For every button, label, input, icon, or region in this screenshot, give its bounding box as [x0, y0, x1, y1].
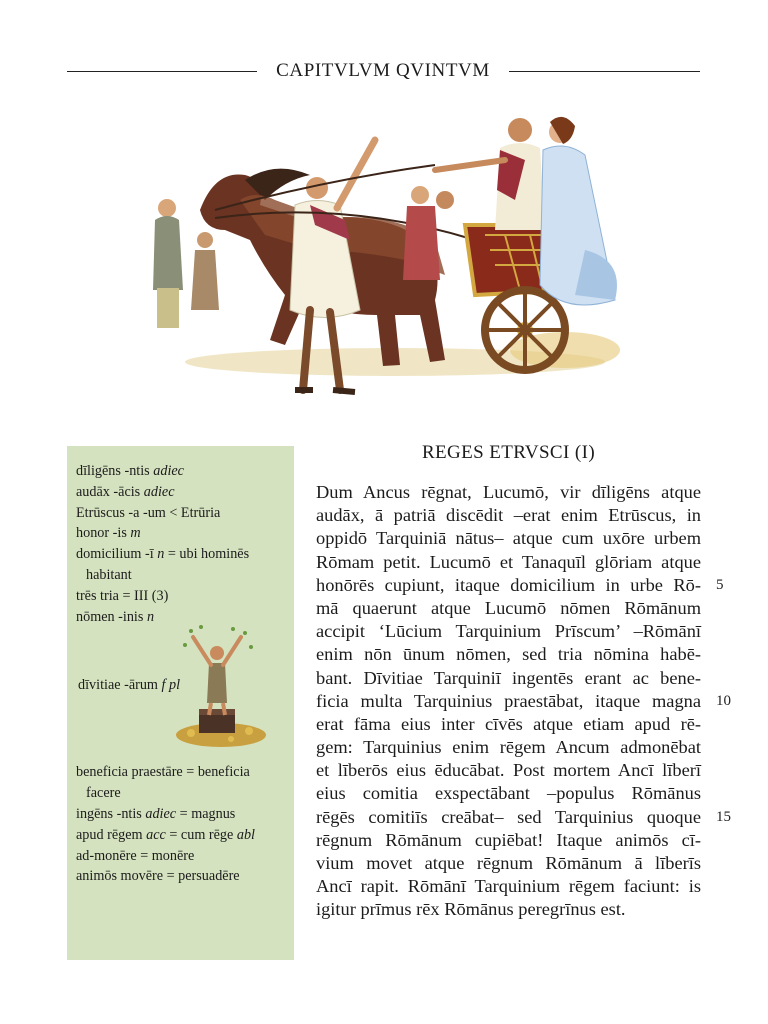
chapter-title: CAPITVLVM QVINTVM	[276, 60, 490, 81]
vocab-entry: ingēns -ntis adiec = magnus	[76, 805, 236, 822]
vocab-entry: dīvitiae -ārum f pl	[78, 677, 181, 694]
text-line: ficia multa Tarquinius praestābat, itaque magna	[316, 690, 701, 711]
chariot-illustration	[145, 100, 645, 425]
text-line: audāx, ā patriā discēdit –erat enim Etrūscus, in	[316, 505, 701, 526]
vocab-entry: nōmen -inis n	[76, 608, 155, 625]
text-line: mā quaerunt atque Lucumō nōmen Rōmānum	[316, 597, 701, 618]
text-line: gem: Tarquinius enim rēgem Ancum admonēbat	[316, 737, 701, 758]
vocab-entry: audāx -ācis adiec	[76, 483, 175, 500]
text-line: honōrēs cupiunt, itaque domicilium in urbe Rō-	[316, 574, 701, 595]
vocab-entry: honor -is m	[76, 525, 141, 542]
header-rule-left	[67, 71, 257, 72]
text-line: eius comitia exspectābant –populus Rōmānus	[316, 783, 701, 804]
treasure-illustration	[171, 623, 271, 753]
reading-passage	[316, 481, 701, 922]
vocabulary-sidebar	[67, 446, 294, 960]
line-number: 15	[716, 808, 731, 825]
vocab-entry: dīligēns -ntis adiec	[76, 463, 184, 479]
chapter-header	[67, 58, 700, 86]
text-line: Dum Ancus rēgnat, Lucumō, vir dīligēns atque	[316, 482, 701, 502]
vocab-entry: trēs tria = III (3)	[76, 587, 169, 604]
text-line: et līberōs eius ēducābat. Post mortem Ancī līberī	[316, 760, 701, 781]
header-rule-right	[509, 71, 700, 72]
text-line: rēgnum Rōmānum cupiēbat! Itaque animōs cī-	[316, 829, 701, 850]
text-line: rēgēs comitiīs creābat– sed Tarquinius quoque	[316, 806, 701, 827]
line-number: 5	[716, 576, 724, 593]
text-line: Rōmam petit. Lucumō et Tanaquīl glōriam atque	[316, 551, 701, 572]
text-line: enim nōn ūnum nōmen, sed tria nōmina habē-	[316, 644, 701, 665]
text-line: oppidō Tarquiniā nātus– atque cum uxōre urbem	[316, 528, 701, 549]
text-line: erat fāma eius inter cīvēs atque etiam apud rē-	[316, 713, 701, 734]
vocab-entry: Etrūscus -a -um < Etrūria	[76, 504, 221, 521]
vocab-entry: apud rēgem acc = cum rēge abl	[76, 826, 255, 843]
divitiae-entry	[76, 627, 288, 762]
onlookers	[403, 186, 454, 280]
vocab-entry: ad-monēre = monēre	[76, 847, 195, 864]
text-line: igitur prīmus rēx Rōmānus peregrīnus est.	[316, 899, 626, 920]
vocab-entry: domicilium -ī n = ubi hominēs habitant	[76, 546, 250, 583]
vocab-entry: animōs movēre = persuadēre	[76, 868, 240, 885]
line-number: 10	[716, 692, 731, 709]
text-line: accipit ‘Lūcium Tarquinium Prīscum’ –Rōmānī	[316, 621, 701, 642]
text-line: bant. Dīvitiae Tarquiniī ingentēs erant ac bene-	[316, 667, 701, 688]
section-title: REGES ETRVSCI (I)	[421, 442, 596, 463]
text-line: Ancī rapit. Rōmānī Tarquinium rēgem faciunt: is	[316, 876, 701, 897]
vocab-entry: beneficia praestāre = beneficia facere	[76, 764, 250, 802]
text-line: vium movet atque rēgnum Rōmānum ā līberīs	[316, 853, 701, 873]
